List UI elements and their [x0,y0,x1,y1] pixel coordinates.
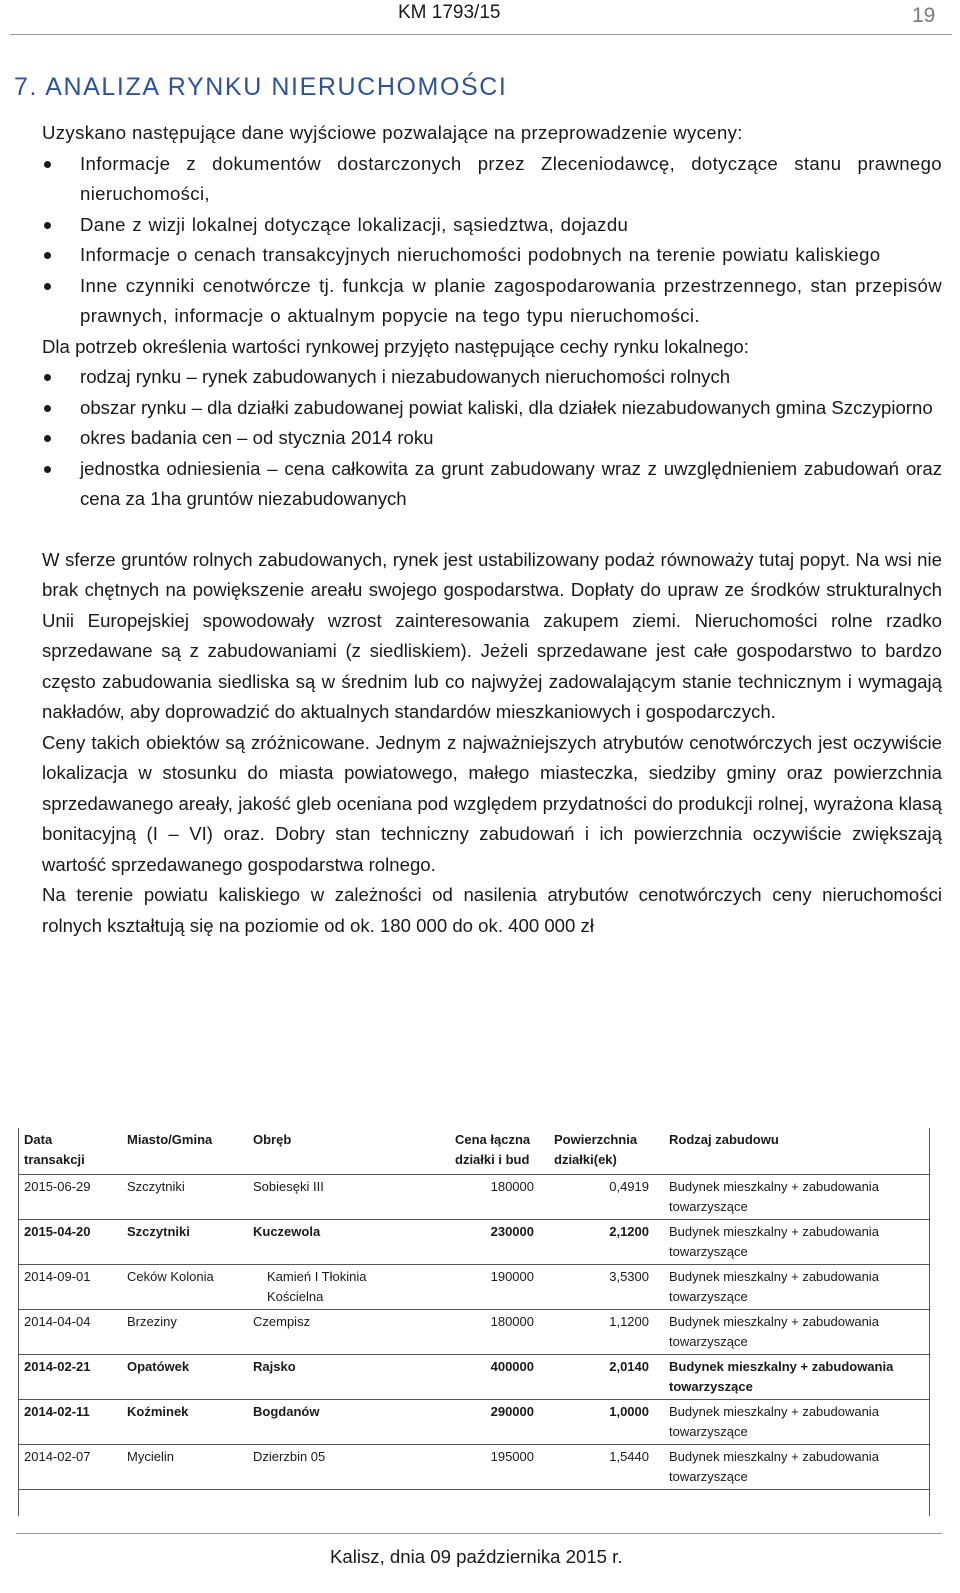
col-date: Data transakcji [18,1128,121,1175]
page-header [0,0,960,40]
cell-city: Szczytniki [127,1224,190,1239]
cell-area: 1,0000 [609,1404,649,1419]
col-building-type: Rodzaj zabudowu [663,1128,930,1175]
cell-area: 2,1200 [609,1224,649,1239]
list-item: obszar rynku – dla działki zabudowanej powiat kaliski, dla działek niezabudowanych gmina Szczypiorno [42,393,942,424]
table-border-left [18,1128,19,1516]
cell-building-type: Budynek mieszkalny + zabudowania towarzyszące [669,1404,879,1439]
cell-precinct: Kamień I Tłokinia Kościelna [267,1269,367,1304]
spacer [42,515,942,545]
cell-precinct: Czempisz [253,1314,311,1329]
cell-area: 0,4919 [609,1179,649,1194]
cell-building-type: Budynek mieszkalny + zabudowania towarzyszące [669,1224,879,1259]
cell-area: 2,0140 [609,1359,649,1374]
page-number: 19 [912,4,936,27]
table-row [18,1310,930,1355]
list-item: Dane z wizji lokalnej dotyczące lokalizacji, sąsiedztwa, dojazdu [42,210,942,241]
cell-precinct: Bogdanów [253,1404,320,1419]
cell-precinct: Rajsko [253,1359,296,1374]
cell-city: Mycielin [127,1449,174,1464]
cell-date: 2014-09-01 [24,1269,91,1284]
cell-city: Opatówek [127,1359,190,1374]
list-item: rodzaj rynku – rynek zabudowanych i niezabudowanych nieruchomości rolnych [42,362,942,393]
col-city: Miasto/Gmina [121,1128,247,1175]
cell-area: 3,5300 [609,1269,649,1284]
cell-date: 2014-02-07 [24,1449,91,1464]
section-title: 7. ANALIZA RYNKU NIERUCHOMOŚCI [14,73,508,101]
col-price: Cena łączna działki i bud [449,1128,548,1175]
list-item: Informacje o cenach transakcyjnych nieruchomości podobnych na terenie powiatu kaliskiego [42,240,942,271]
table-row [18,1400,930,1445]
table-row [18,1220,930,1265]
paragraph-prices: Ceny takich obiektów są zróżnicowane. Jednym z najważniejszych atrybutów cenotwórczych jest oczywiście lokalizacja w stosunku do miasta powiatowego, małego miasteczka, siedziby gminy oraz powierzchnia sprzedawanego areały, jakość gleb oceniana pod względem przydatności do produkcji rolnej, wyrażona klasą bonitacyjną (I – VI) oraz. Dobry stan techniczny zabudowań i ich powierzchnia oczywiście zwiększają wartość sprzedawanego gospodarstwa rolnego. [42,731,942,875]
cell-date: 2014-04-04 [24,1314,91,1329]
table-row [18,1445,930,1490]
cell-area: 1,5440 [609,1449,649,1464]
cell-price: 400000 [490,1359,534,1374]
cell-precinct: Kuczewola [253,1224,321,1239]
table-border-right [929,1128,930,1516]
cell-city: Szczytniki [127,1179,185,1194]
list-item: okres badania cen – od stycznia 2014 roku [42,423,942,454]
footer-place-date: Kalisz, dnia 09 października 2015 r. [330,1546,623,1567]
cell-date: 2015-06-29 [24,1179,91,1194]
cell-building-type: Budynek mieszkalny + zabudowania towarzyszące [669,1359,894,1394]
input-data-list [42,149,942,332]
market-features-list [42,362,942,515]
paragraph-market: W sferze gruntów rolnych zabudowanych, rynek jest ustabilizowany podaż równoważy tutaj popyt. Na wsi nie brak chętnych na powiększenie areału swojego gospodarstwa. Dopłaty do upraw ze środków strukturalnych Unii Europejskiej spowodowały wzrost zainteresowania zakupem ziemi. Nieruchomości rolne rzadko sprzedawane są z zabudowaniami (z siedliskiem). Jeżeli sprzedawane jest całe gospodarstwo to bardzo często zabudowania siedliska są w średnim lub co najwyżej zadowalającym stanie technicznym i wymagają nakładów, aby doprowadzić do aktualnych standardów mieszkaniowych i gospodarczych. [42,548,942,722]
document-number: KM 1793/15 [398,2,501,23]
cell-building-type: Budynek mieszkalny + zabudowania towarzyszące [669,1449,879,1484]
cell-area: 1,1200 [609,1314,649,1329]
cell-price: 190000 [490,1269,534,1284]
cell-price: 290000 [490,1404,534,1419]
list-item: Inne czynniki cenotwórcze tj. funkcja w planie zagospodarowania przestrzennego, stan przepisów prawnych, informacje o aktualnym popycie na tego typu nieruchomości. [42,271,942,332]
col-precinct: Obręb [247,1128,449,1175]
cell-city: Brzeziny [127,1314,177,1329]
market-features-intro: Dla potrzeb określenia wartości rynkowej przyjęto następujące cechy rynku lokalnego: [42,335,749,357]
cell-price: 180000 [490,1179,534,1194]
cell-building-type: Budynek mieszkalny + zabudowania towarzyszące [669,1269,879,1304]
cell-building-type: Budynek mieszkalny + zabudowania towarzyszące [669,1314,879,1349]
cell-date: 2015-04-20 [24,1224,91,1239]
paragraph-range: Na terenie powiatu kaliskiego w zależności od nasilenia atrybutów cenotwórczych ceny nieruchomości rolnych kształtują się na poziomie od ok. 180 000 do ok. 400 000 zł [42,884,942,936]
cell-precinct: Dzierzbin 05 [253,1449,326,1464]
cell-price: 180000 [490,1314,534,1329]
intro-text: Uzyskano następujące dane wyjściowe pozwalające na przeprowadzenie wyceny: [42,122,743,143]
cell-date: 2014-02-21 [24,1359,91,1374]
table-row [18,1355,930,1400]
cell-date: 2014-02-11 [24,1404,90,1419]
cell-precinct: Sobiesęki III [253,1179,324,1194]
list-item: Informacje z dokumentów dostarczonych przez Zleceniodawcę, dotyczące stanu prawnego nieruchomości, [42,149,942,210]
table-row [18,1265,930,1310]
list-item: jednostka odniesienia – cena całkowita za grunt zabudowany wraz z uwzględnieniem zabudowań oraz cena za 1ha gruntów niezabudowanych [42,454,942,515]
footer-divider [16,1533,942,1534]
cell-city: Ceków Kolonia [127,1269,214,1284]
col-area: Powierzchnia działki(ek) [548,1128,663,1175]
cell-city: Koźminek [127,1404,189,1419]
table-row [18,1175,930,1220]
document-body [42,118,942,941]
cell-building-type: Budynek mieszkalny + zabudowania towarzyszące [669,1179,879,1214]
cell-price: 195000 [490,1449,534,1464]
header-divider [10,34,952,35]
transactions-table [18,1128,930,1490]
table-header-row [18,1128,930,1175]
cell-price: 230000 [490,1224,534,1239]
